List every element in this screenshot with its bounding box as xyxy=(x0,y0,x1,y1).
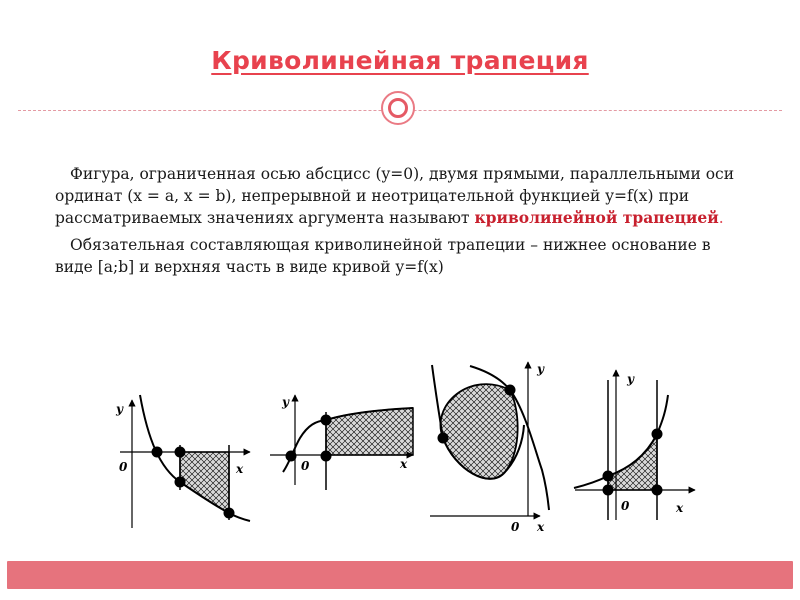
footer-bar xyxy=(7,561,793,589)
fig1-origin-label: 0 xyxy=(119,460,128,474)
fig4-y-label: y xyxy=(627,372,634,386)
fig3-region xyxy=(441,384,518,479)
figure-4 xyxy=(574,370,695,520)
fig1-region xyxy=(180,452,229,513)
fig1-x-label: x xyxy=(236,462,244,476)
fig2-x-label: x xyxy=(400,457,408,471)
figure-1 xyxy=(115,395,250,528)
fig3-x-label: x xyxy=(537,520,545,534)
term-highlight: криволинейной трапецией xyxy=(474,208,719,227)
note-paragraph: Обязательная составляющая криволинейной трапеции – нижнее основание в виде [a;b] и верхняя часть в виде кривой y=f(x) xyxy=(55,236,711,276)
fig2-region xyxy=(326,408,413,455)
slide-title: Криволинейная трапеция xyxy=(211,46,589,75)
figure-2 xyxy=(270,395,413,490)
definition-paragraph: Фигура, ограниченная осью абсцисс (y=0), двумя прямыми, параллельными оси ординат (x = a, x = b), непрерывной и неотрицательной функцией y=f(x) при рассматриваемых значениях аргумента называют криволинейной трапецией. xyxy=(55,165,735,227)
fig3-y-label: y xyxy=(537,362,544,376)
fig3-origin-label: 0 xyxy=(511,520,520,534)
fig2-y-label: y xyxy=(282,395,289,409)
fig4-origin-label: 0 xyxy=(621,499,630,513)
fig4-region xyxy=(608,434,657,490)
figure-3 xyxy=(430,362,549,534)
fig2-origin-label: 0 xyxy=(301,459,310,473)
fig4-x-label: x xyxy=(676,501,684,515)
fig1-y-label: y xyxy=(116,402,123,416)
